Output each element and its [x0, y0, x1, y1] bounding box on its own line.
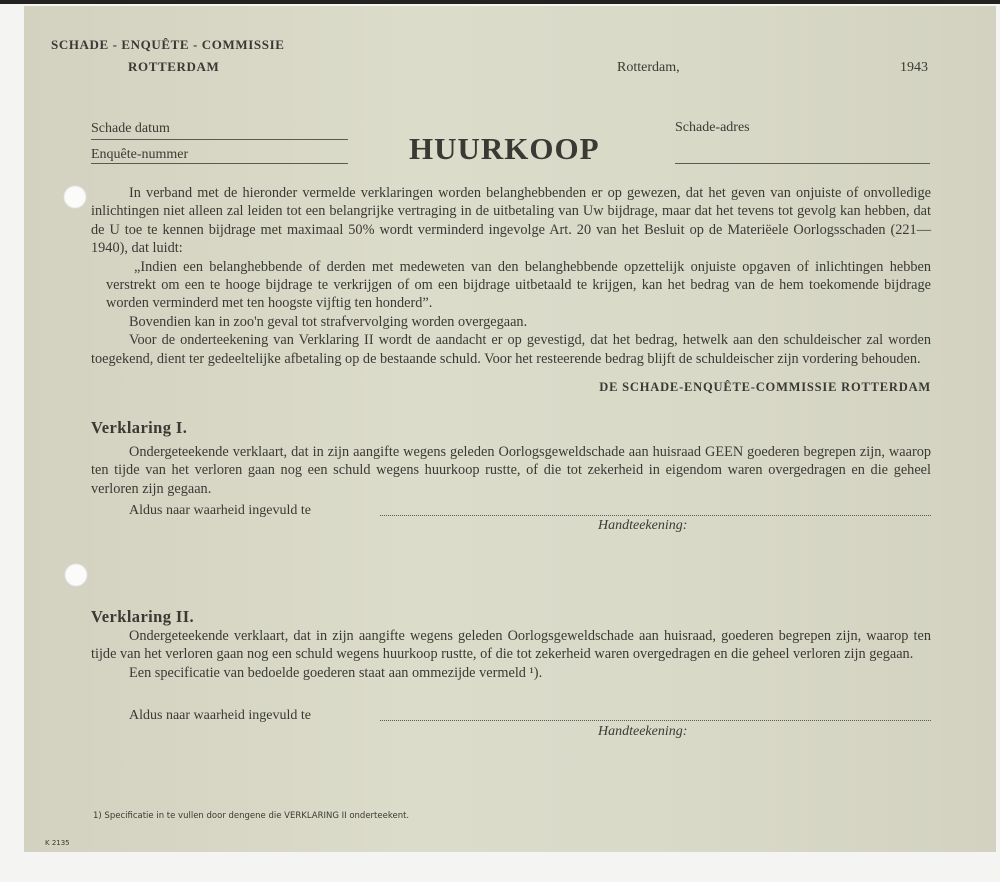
verklaring-2-spec: Een specificatie van bedoelde goederen staat aan ommezijde vermeld ¹). — [129, 664, 543, 681]
verklaring-1-heading: Verklaring I. — [91, 418, 188, 437]
org-city: ROTTERDAM — [128, 59, 220, 74]
document-title: HUURKOOP — [409, 131, 600, 166]
schade-datum-line[interactable] — [91, 139, 348, 140]
place-label: Rotterdam, — [617, 60, 680, 75]
verklaring-1-text: Ondergeteekende verklaart, dat in zijn aangifte wegens geleden Oorlogsgeweldschade aan huisraad GEEN goederen begrepen zijn, waarop ten tijde van het verloren gaan nog een schuld wegens huurkoop rustte, of die tot zekerheid in eigendom waren overgedragen en die geheel verloren zijn gegaan. — [91, 444, 931, 497]
org-name: SCHADE - ENQUÊTE - COMMISSIE — [51, 37, 285, 52]
law-quote: „Indien een belanghebbende of derden met medeweten van den belanghebbende opzettelijk onjuiste opgaven of inlichtingen hebben verstrekt om een te hooge bijdrage te verkrijgen of om een bijdrage uitbetaald te krijgen, kan het bedrag van de hem toekomende bijdrage worden verminderd met ten hoogste vijftig ten honderd”. — [106, 258, 931, 312]
enquete-nummer-line[interactable] — [91, 163, 348, 164]
verklaring-1-place-field[interactable] — [380, 514, 931, 516]
schade-datum-label: Schade datum — [91, 121, 170, 136]
verklaring-1-aldus: Aldus naar waarheid ingevuld te — [129, 503, 311, 518]
punch-hole — [63, 185, 87, 209]
commission-signature: DE SCHADE-ENQUÊTE-COMMISSIE ROTTERDAM — [599, 380, 931, 394]
verklaring-1-handteekening: Handteekening: — [598, 518, 688, 533]
schade-adres-label: Schade-adres — [675, 120, 750, 135]
scan-border — [0, 0, 1000, 4]
verklaring-2-aldus: Aldus naar waarheid ingevuld te — [129, 708, 311, 723]
enquete-nummer-label: Enquête-nummer — [91, 147, 189, 162]
intro-paragraph: In verband met de hieronder vermelde verklaringen worden belanghebbenden er op gewezen, dat het geven van onjuiste of onvolledige inlichtingen niet alleen zal leiden tot een belangrijke vertraging in de uitbetaling van Uw bijdrage, maar dat het tevens tot gevolg kan hebben, dat de U toe te kennen bijdrage met maximaal 50% wordt verminderd ingevolge Art. 20 van het Besluit op de Materiëele Oorlogsschaden (221—1940), dat luidt: — [91, 185, 931, 257]
intro-paragraph: Bovendien kan in zoo'n geval tot strafvervolging worden overgegaan. — [129, 313, 528, 330]
year-label: 1943 — [900, 60, 928, 75]
verklaring-2-body — [91, 627, 931, 682]
verklaring-2-text: Ondergeteekende verklaart, dat in zijn aangifte wegens geleden Oorlogsgeweldschade aan huisraad, goederen begrepen zijn, waarop ten tijde van het verloren gaan nog een schuld wegens huurkoop rustte, of die tot zekerheid waren overgedragen en die geheel verloren zijn gegaan. — [91, 628, 931, 663]
verklaring-2-heading: Verklaring II. — [91, 607, 195, 626]
punch-hole — [64, 563, 88, 587]
intro-paragraph: Voor de onderteekening van Verklaring II wordt de aandacht er op gevestigd, dat het bedrag, hetwelk aan den schuldeischer zal worden toegekend, dient ter gedeeltelijke afbetaling op de bestaande schuld. Voor het resteerende bedrag blijft de schuldeischer zijn vordering behouden. — [91, 332, 931, 367]
verklaring-1-body — [91, 443, 931, 498]
verklaring-2-place-field[interactable] — [380, 719, 931, 721]
schade-adres-line[interactable] — [675, 163, 930, 164]
intro-text — [91, 184, 931, 368]
verklaring-2-handteekening: Handteekening: — [598, 724, 688, 739]
form-code: K 2135 — [45, 839, 70, 847]
footnote: 1) Specificatie in te vullen door dengene die VERKLARING II onderteekent. — [93, 811, 410, 821]
